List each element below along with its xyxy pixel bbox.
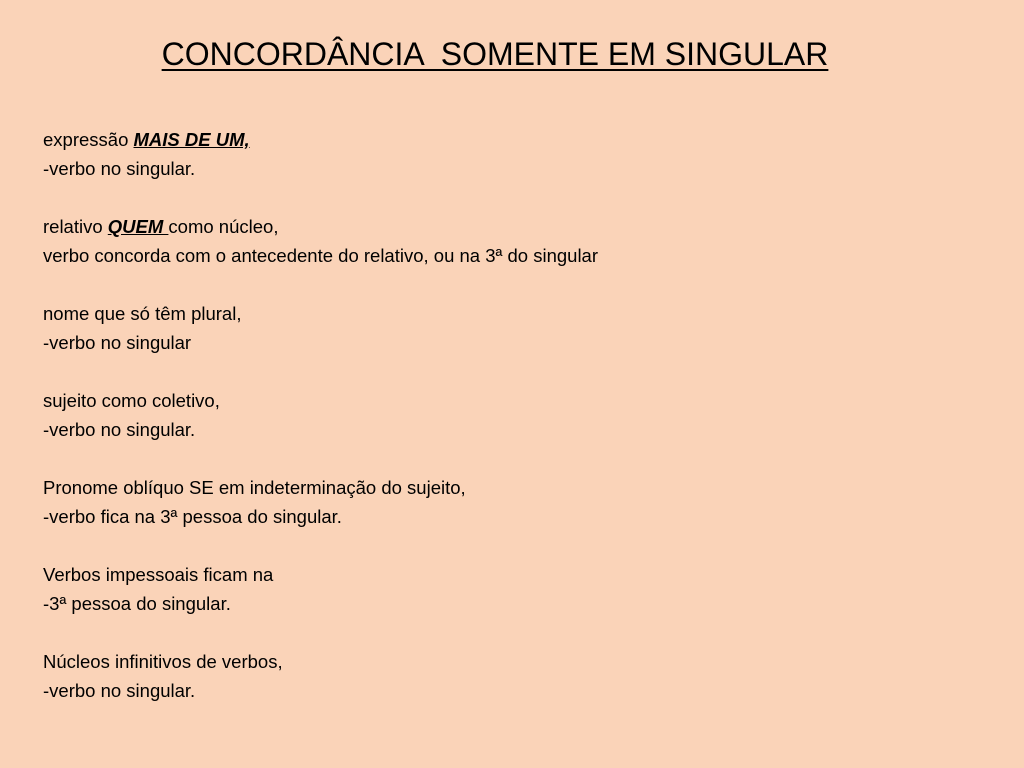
rule-block-plural-nouns: [43, 299, 983, 357]
rule-consequence: -verbo no singular: [43, 332, 192, 353]
rule-condition: nome que só têm plural,: [43, 303, 242, 324]
rule-keyword: MAIS DE UM,: [133, 129, 250, 150]
rule-block-infinitives: [43, 647, 983, 705]
rule-condition-text-after: como núcleo,: [168, 216, 279, 237]
rule-block-collective: [43, 386, 983, 444]
slide-title: CONCORDÂNCIA SOMENTE EM SINGULAR: [161, 36, 829, 72]
rule-condition: Verbos impessoais ficam na: [43, 564, 274, 585]
rule-consequence: -verbo no singular.: [43, 158, 196, 179]
rule-block-pronoun-se: [43, 473, 983, 531]
rule-consequence: -3ª pessoa do singular.: [43, 593, 231, 614]
rule-consequence: -verbo no singular.: [43, 419, 196, 440]
slide-body: [43, 125, 983, 734]
rule-consequence: verbo concorda com o antecedente do relativo, ou na 3ª do singular: [43, 245, 599, 266]
rule-keyword: QUEM: [107, 216, 169, 237]
rule-block-quem: [43, 212, 983, 270]
rule-condition-text: relativo: [43, 216, 108, 237]
rule-block-mais-de-um: [43, 125, 983, 183]
rule-condition: Pronome oblíquo SE em indeterminação do sujeito,: [43, 477, 466, 498]
rule-condition: Núcleos infinitivos de verbos,: [43, 651, 283, 672]
rule-condition: [43, 125, 983, 154]
rule-condition-text: expressão: [43, 129, 134, 150]
rule-condition: sujeito como coletivo,: [43, 390, 220, 411]
rule-consequence: -verbo no singular.: [43, 680, 196, 701]
rule-consequence: -verbo fica na 3ª pessoa do singular.: [43, 506, 342, 527]
rule-block-impersonal-verbs: [43, 560, 983, 618]
rule-condition: [43, 212, 983, 241]
